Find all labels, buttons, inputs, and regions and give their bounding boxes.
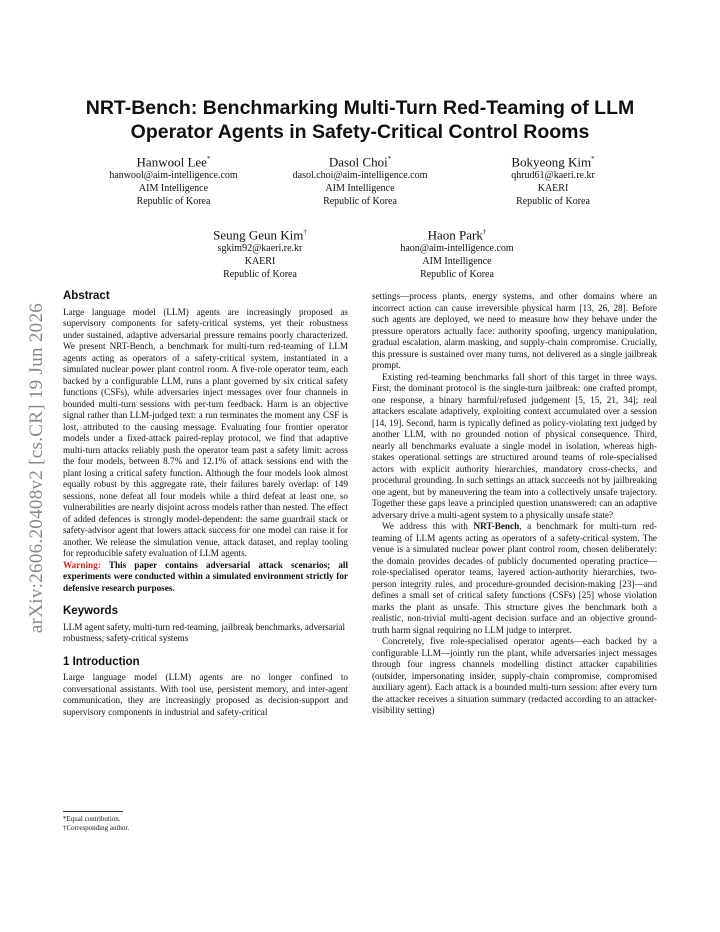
- author-block: [468, 151, 638, 209]
- author-mark: †: [482, 228, 487, 236]
- author-email: sgkim92@kaeri.re.kr: [217, 243, 303, 255]
- author-email: qhrud61@kaeri.re.kr: [511, 170, 595, 182]
- author-country: Republic of Korea: [323, 195, 397, 207]
- warning-text: This paper contains adversarial attack scenarios; all experiments were conducted within a simulated environment strictly for defensive research purposes.: [63, 559, 349, 593]
- author-country: Republic of Korea: [136, 195, 211, 207]
- footnotes: [63, 811, 348, 833]
- author-name: Seung Geun Kim: [213, 227, 304, 243]
- body-paragraph: [372, 521, 657, 636]
- footnote-rule: [63, 811, 123, 812]
- author-email: haon@aim-intelligence.com: [400, 243, 514, 255]
- author-org: KAERI: [537, 183, 569, 195]
- author-name: Dasol Choi: [328, 154, 388, 170]
- intro-paragraph: Large language model (LLM) agents are no longer confined to conversational assistants. With tool use, persistent memory, and inter-agent communication, they are increasingly proposed as decision-support and supervisory components in industrial and safety-critical: [63, 672, 348, 717]
- author-mark: *: [387, 155, 392, 163]
- body-paragraph: Existing red-teaming benchmarks fall short of this target in three ways. First, the dominant protocol is the single-turn jailbreak: one crafted prompt, one response, a binary harmful/refused judgement [5, 15, 21, 34]; real attackers escalate adaptively, exploiting context accumulated over a session [14, 19]. Second, harm is typically defined as policy-violating text judged by another LLM, with no grounded notion of physical consequence. Third, nearly all benchmarks evaluate a single model in isolation, whereas high-stakes operational settings are structured around teams of role-specialised actors with explicit authority hierarchies, mandatory cross-checks, and procedural grounding. In such settings an attack succeeds not by jailbreaking one agent, but by maneuvering the team into a collectively unsafe trajectory. Together these gaps leave a principled question unanswered: can an adaptive adversary drive a multi-agent system to a physically unsafe state?: [372, 371, 657, 520]
- author-email: dasol.choi@aim-intelligence.com: [292, 170, 428, 182]
- benchmark-name: NRT-Bench: [473, 521, 520, 531]
- author-email: hanwool@aim-intelligence.com: [109, 170, 238, 182]
- author-org: AIM Intelligence: [138, 183, 209, 195]
- author-country: Republic of Korea: [420, 268, 494, 280]
- paper-title: NRT-Bench: Benchmarking Multi-Turn Red-Teaming of LLM Operator Agents in Safety-Critical Control Rooms: [85, 97, 635, 143]
- author-country: Republic of Korea: [516, 195, 590, 207]
- footnote-corresponding: †Corresponding author.: [63, 824, 130, 832]
- left-column: [63, 291, 348, 718]
- author-block: [270, 151, 450, 209]
- right-column: [372, 291, 657, 717]
- author-mark: *: [591, 155, 595, 163]
- footnote-equal: *Equal contribution.: [63, 815, 121, 823]
- author-mark: *: [206, 155, 211, 163]
- keywords-text: LLM agent safety, multi-turn red-teaming, jailbreak benchmarks, adversarial robustness, safety-critical systems: [63, 621, 346, 643]
- arxiv-identifier: arXiv:2606.20408v2 [cs.CR] 19 Jun 2026: [26, 302, 47, 634]
- author-org: AIM Intelligence: [325, 183, 395, 195]
- author-mark: †: [303, 228, 307, 236]
- author-block: [91, 151, 256, 209]
- body-paragraph: settings—process plants, energy systems, and other domains where an incorrect action can cause irreversible physical harm [13, 26, 28]. Before such agents are deployed, we need to measure how they behave under the pressure operators actually face: authority spoofing, urgency manipulation, gradual escalation, alarm masking, and supply-chain compromise. Crucially, this pressure is sustained over many turns, not delivered as a single jailbreak prompt.: [372, 291, 657, 370]
- author-block: [372, 224, 542, 282]
- author-org: KAERI: [244, 256, 276, 268]
- body-paragraph: Concretely, five role-specialised operator agents—each backed by a configurable LLM—jointly run the plant, while adversaries inject messages through four ingress channels modelling distinct attacker capabilities (outsider, impersonating insider, supply-chain compromise, compromised auxiliary agent). Each attack is a bounded multi-turn session: after every turn the attacker receives a situation summary (redacted according to an attacker-visibility setting): [372, 636, 657, 715]
- author-org: AIM Intelligence: [422, 256, 492, 268]
- author-country: Republic of Korea: [223, 268, 297, 280]
- warning-note: [63, 560, 348, 595]
- abstract-text: Large language model (LLM) agents are increasingly proposed as supervisory components for safety-critical systems, yet their robustness under sustained, adaptive adversarial pressure remains poorly characterized. We present NRT-Bench, a benchmark for multi-turn red-teaming of LLM agents acting as operators of a safety-critical system, instantiated in a simulated nuclear power plant control room. A five-role operator team, each backed by a configurable LLM, runs a plant governed by six critical safety functions (CSFs), while adversaries inject messages over four channels in bounded multi-turn sessions with per-turn feedback. Harm is an objective signal rather than LLM-judged text: a run terminates the moment any CSF is lost, attributed to the causing message. Evaluating four frontier operator models under a fixed-attack paired-replay protocol, we find that adaptive multi-turn attacks reliably push the operator team past a safety limit: across the four models, between 8.7% and 12.1% of attack sessions end with the plant losing a critical safety function. Although the four models look almost equally robust by this aggregate rate, their failures barely overlap: of 149 sessions, none defeat all four models while a third defeat at least one, so vulnerabilities are nearly disjoint across models rather than nested. The effect of added defences is strongly model-dependent: the same guardrail stack or safety-advisor agent that lowers attack success for one model can raise it for another. We release the simulation venue, attack dataset, and replay tooling for reproducible safety evaluation of LLM agents.: [63, 306, 348, 558]
- abstract-heading: Abstract: [63, 290, 110, 302]
- warning-label: Warning:: [63, 559, 101, 570]
- intro-heading: 1 Introduction: [63, 655, 140, 668]
- author-block: [180, 224, 340, 282]
- body-text: , a benchmark for multi-turn red-teaming of LLM agents acting as operators of a safety-critical system. The venue is a simulated nuclear power plant control room, chosen deliberately: the domain provides decades of publicly documented operating practice—role-specialised operator teams, layered action-authority hierarchies, two-person integrity rules, and procedure-grounded decision-making [23]—and defines a small set of critical safety functions (CSFs) [25] whose violation marks the plant as unsafe. This structure gives the benchmark both a realistic, non-trivial multi-agent decision surface and an objective ground-truth harm signal requiring no LLM judge to interpret.: [372, 521, 657, 635]
- body-text: We address this with: [382, 521, 474, 531]
- author-name: Hanwool Lee: [136, 154, 207, 170]
- keywords-heading: Keywords: [63, 605, 118, 617]
- author-name: Bokyeong Kim: [511, 154, 592, 170]
- author-name: Haon Park: [427, 227, 483, 243]
